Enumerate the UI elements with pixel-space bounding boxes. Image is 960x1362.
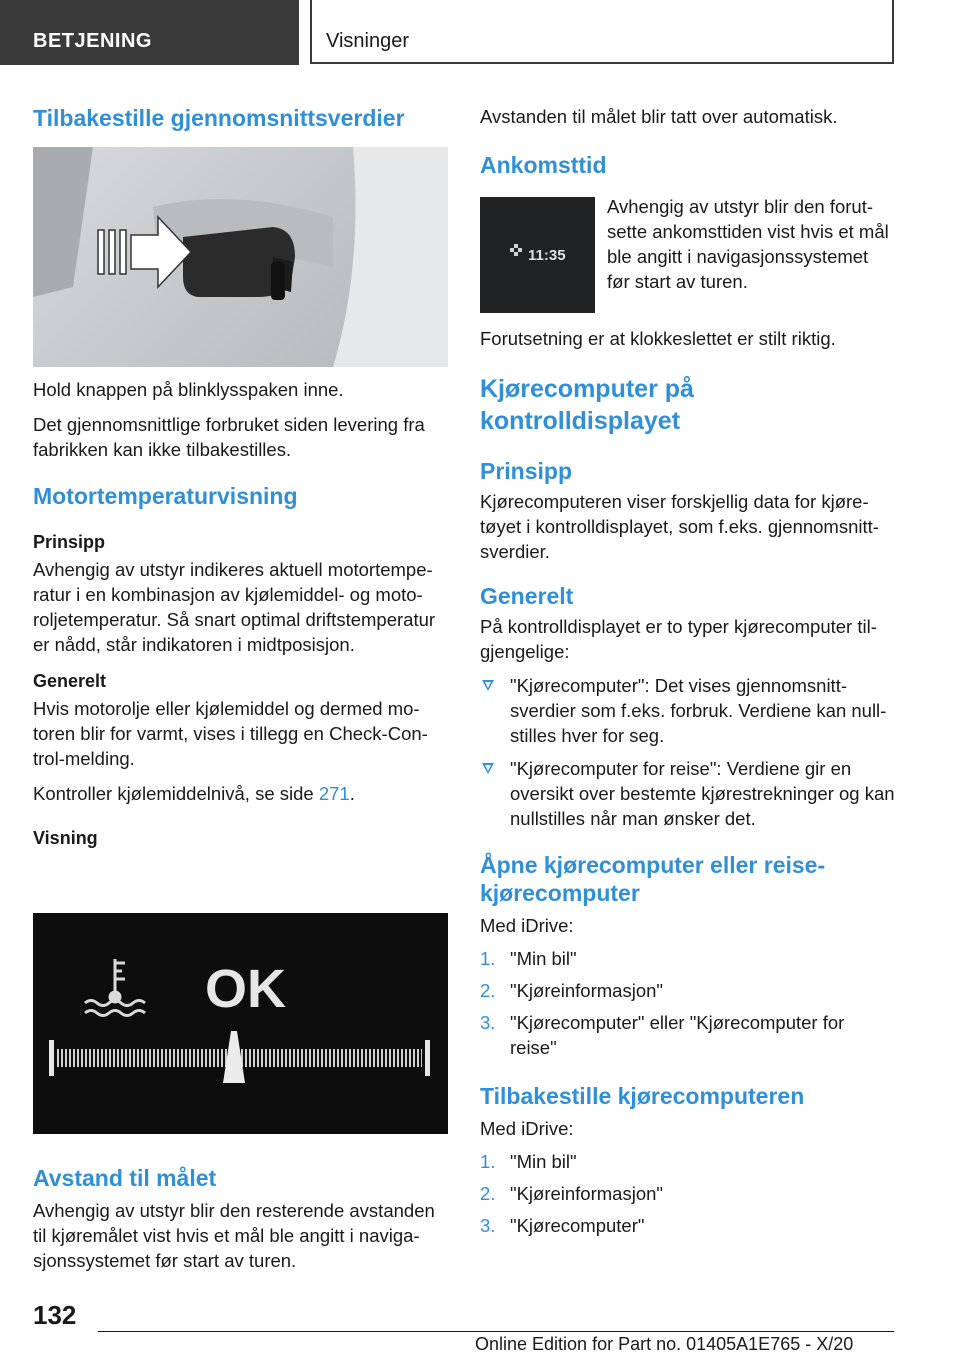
paragraph-idrive-1: Med iDrive: <box>480 915 574 936</box>
subheading-general: Generelt <box>33 671 107 691</box>
list-item <box>480 946 895 971</box>
header-section-tab <box>0 0 299 65</box>
step-number: 3. <box>480 1215 496 1236</box>
arrival-time-value: 11:35 <box>528 247 566 264</box>
heading-distance-to-destination: Avstand til målet <box>33 1165 217 1191</box>
left-text-block-1 <box>33 377 448 849</box>
list-item <box>480 756 895 831</box>
step-number: 1. <box>480 1151 496 1172</box>
paragraph-average-consumption: Det gjennomsnittlige forbruket siden levering fra fabrikken kan ikke tilbakestilles. <box>33 414 425 460</box>
bullet-triangle-icon <box>482 680 494 691</box>
paragraph-distance: Avhengig av utstyr blir den resterende avstanden til kjøremålet vist hvis et mål ble angitt i navigasjonssystemet før start av turen. <box>33 1200 435 1271</box>
step-number: 3. <box>480 1012 496 1033</box>
check-coolant-text: Kontroller kjølemiddelnivå, se side <box>33 783 314 804</box>
paragraph-arrival: Avhengig av utstyr blir den forutsette ankomsttiden vist hvis et mål ble angitt i navigasjonssystemet før start av turen. <box>607 196 889 292</box>
left-text-block-2 <box>33 1164 448 1273</box>
subheading-principle-right: Prinsipp <box>480 458 573 484</box>
step-number: 2. <box>480 980 496 1001</box>
list-item <box>480 978 895 1003</box>
display-ok-text: OK <box>205 959 286 1019</box>
header-page-title: Visninger <box>326 30 410 52</box>
list-item <box>480 1181 895 1206</box>
bullet-text: "Kjørecomputer for reise": Verdiene gir en oversikt over bestemte kjørestrekninger og kan nullstilles når man ønsker det. <box>510 758 895 829</box>
turn-signal-stalk-image <box>33 147 448 367</box>
heading-arrival-time: Ankomsttid <box>480 152 607 178</box>
heading-engine-temperature: Motortemperaturvisning <box>33 483 298 509</box>
bullet-triangle-icon <box>482 763 494 774</box>
step-number: 1. <box>480 948 496 969</box>
list-item <box>480 1213 895 1238</box>
subheading-display: Visning <box>33 828 98 848</box>
right-text-block-1 <box>480 104 895 179</box>
page-number: 132 <box>33 1300 77 1330</box>
header-section-label: BETJENING <box>33 30 152 52</box>
page-link-271[interactable]: 271 <box>318 783 350 804</box>
step-text: "Min bil" <box>510 1151 577 1172</box>
step-text: "Kjørecomputer" eller "Kjørecomputer for reise" <box>510 1012 845 1058</box>
step-text: "Kjøreinformasjon" <box>510 980 663 1001</box>
paragraph-clock-prerequisite: Forutsetning er at klokkeslettet er stilt riktig. <box>480 328 836 349</box>
paragraph-principle-right: Kjørecomputeren viser forskjellig data for kjøretøyet i kontrolldisplayet, som f.eks. gjennomsnittsverdier. <box>480 491 879 562</box>
paragraph-distance-auto: Avstanden til målet blir tatt over automatisk. <box>480 106 838 127</box>
paragraph-hold-button: Hold knappen på blinklysspaken inne. <box>33 379 344 400</box>
footer-edition: Online Edition for Part no. 01405A1E765 - X/20 <box>475 1334 854 1354</box>
heading-open-trip-computer: Åpne kjørecomputer eller reisekjørecomputer <box>480 852 826 906</box>
subheading-principle: Prinsipp <box>33 532 106 552</box>
temperature-scale <box>49 1031 430 1083</box>
list-item <box>480 1010 895 1060</box>
header-title-box <box>310 0 894 64</box>
subheading-general-right: Generelt <box>480 583 574 609</box>
paragraph-idrive-2: Med iDrive: <box>480 1118 574 1139</box>
paragraph-general: Hvis motorolje eller kjølemiddel og dermed motoren blir for varmt, vises i tillegg en Check-Control-melding. <box>33 698 428 769</box>
arrival-time-display <box>480 197 595 313</box>
check-coolant-end: . <box>349 783 355 804</box>
step-number: 2. <box>480 1183 496 1204</box>
heading-reset-averages: Tilbakestille gjennomsnittsverdier <box>33 105 405 131</box>
destination-flag-icon <box>510 244 522 256</box>
paragraph-principle: Avhengig av utstyr indikeres aktuell motortemperatur i en kombinasjon av kjølemiddel- og motoroljetemperatur. Så snart optimal driftstemperatur er nådd, står indikatoren i midtposisjon. <box>33 559 436 655</box>
paragraph-check-coolant <box>33 781 448 806</box>
list-item <box>480 1149 895 1174</box>
step-text: "Kjøreinformasjon" <box>510 1183 663 1204</box>
list-item <box>480 673 895 748</box>
coolant-temperature-icon <box>85 959 145 1016</box>
left-column <box>33 104 448 132</box>
arrival-description-block <box>607 194 895 294</box>
heading-reset-trip-computer: Tilbakestille kjørecomputeren <box>480 1083 805 1109</box>
bullet-text: "Kjørecomputer": Det vises gjennomsnittsverdier som f.eks. forbruk. Verdiene kan nullstilles hver for seg. <box>510 675 887 746</box>
heading-trip-computer: Kjørecomputer på kontrolldisplayet <box>480 375 694 435</box>
right-text-block-2 <box>480 326 895 1238</box>
step-text: "Min bil" <box>510 948 577 969</box>
footer-divider <box>98 1331 894 1332</box>
engine-temperature-display <box>33 913 448 1134</box>
paragraph-general-right: På kontrolldisplayet er to typer kjørecomputer tilgjengelige: <box>480 616 877 662</box>
step-text: "Kjørecomputer" <box>510 1215 645 1236</box>
